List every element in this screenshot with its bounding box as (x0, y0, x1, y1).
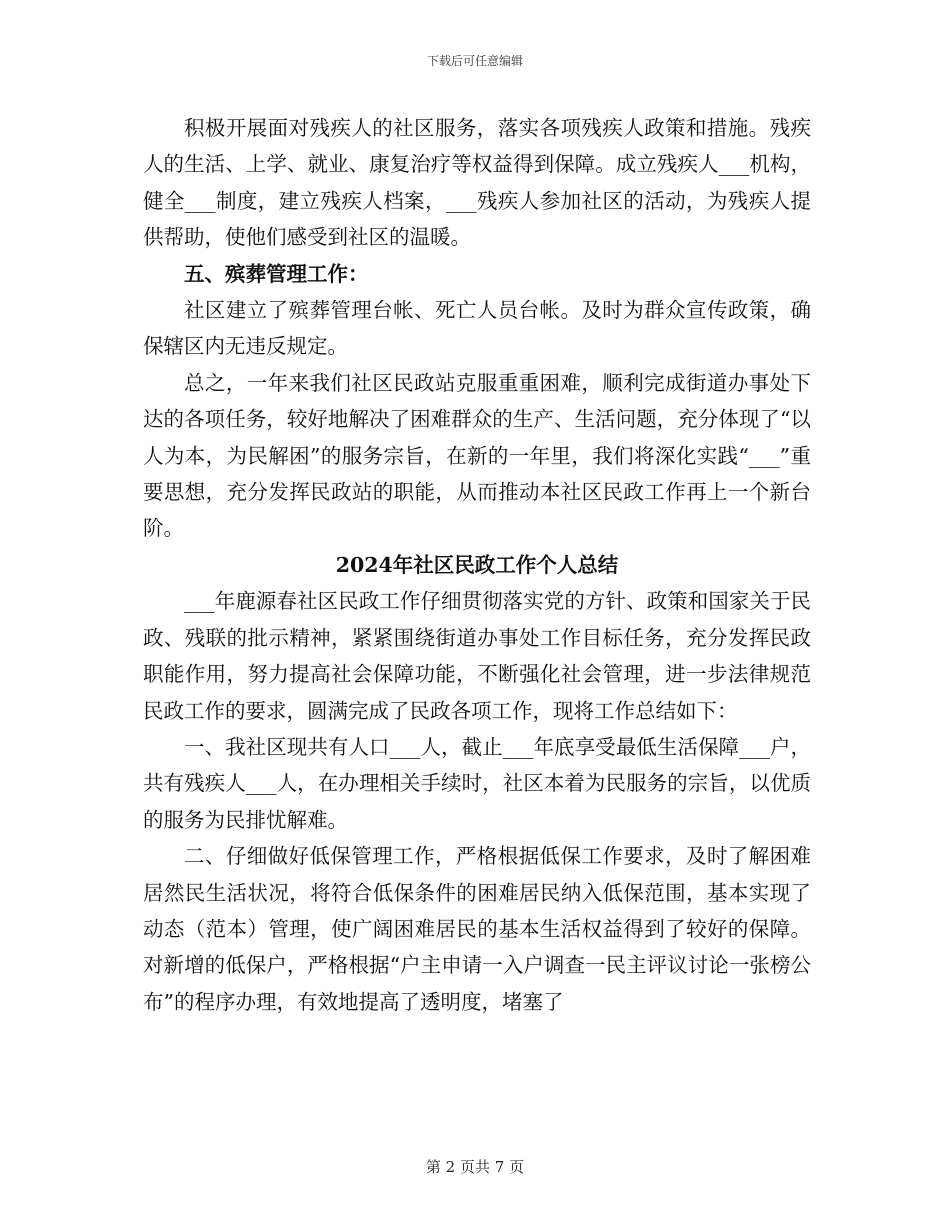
page-header: 下载后可任意编辑 (426, 54, 523, 68)
paragraph-disability-services: 积极开展面对残疾人的社区服务，落实各项残疾人政策和措施。残疾人的生活、上学、就业、康复治疗等权益得到保障。成立残疾人___机构，健全___制度，建立残疾人档案，___残疾人参加社区的活动，为残疾人提供帮助，使他们感受到社区的温暖。 (143, 116, 811, 250)
document-body (143, 110, 811, 1020)
section-heading-funeral: 五、殡葬管理工作： (184, 261, 369, 286)
paragraph-introduction: ___年鹿源春社区民政工作仔细贯彻落实党的方针、政策和国家关于民政、残联的批示精神，紧紧围绕街道办事处工作目标任务，充分发挥民政职能作用，努力提高社会保障功能，不断强化社会管理，进一步法律规范民政工作的要求，圆满完成了民政各项工作，现将工作总结如下： (143, 589, 811, 723)
paragraph-low-income-management: 二、仔细做好低保管理工作，严格根据低保工作要求，及时了解困难居然民生活状况，将符合低保条件的困难居民纳入低保范围，基本实现了动态（范本）管理，使广阔困难居民的基本生活权益得到了较好的保障。对新增的低保户，严格根据“户主申请一入户调查一民主评议讨论一张榜公布”的程序办理，有效地提高了透明度，堵塞了 (143, 844, 811, 1014)
paragraph-funeral-management: 社区建立了殡葬管理台帐、死亡人员台帐。及时为群众宣传政策，确保辖区内无违反规定。 (143, 298, 811, 359)
paragraph-population: 一、我社区现共有人口___人，截止___年底享受最低生活保障___户，共有残疾人___人，在办理相关手续时，社区本着为民服务的宗旨，以优质的服务为民排忧解难。 (143, 734, 811, 832)
document-title: 2024年社区民政工作个人总结 (335, 552, 619, 577)
paragraph-conclusion: 总之，一年来我们社区民政站克服重重困难，顺利完成街道办事处下达的各项任务，较好地解决了困难群众的生产、生活问题，充分体现了“以人为本，为民解困”的服务宗旨，在新的一年里，我们将深化实践“___”重要思想，充分发挥民政站的职能，从而推动本社区民政工作再上一个新台阶。 (143, 370, 811, 541)
page-footer: 第 2 页共 7 页 (425, 1158, 525, 1176)
